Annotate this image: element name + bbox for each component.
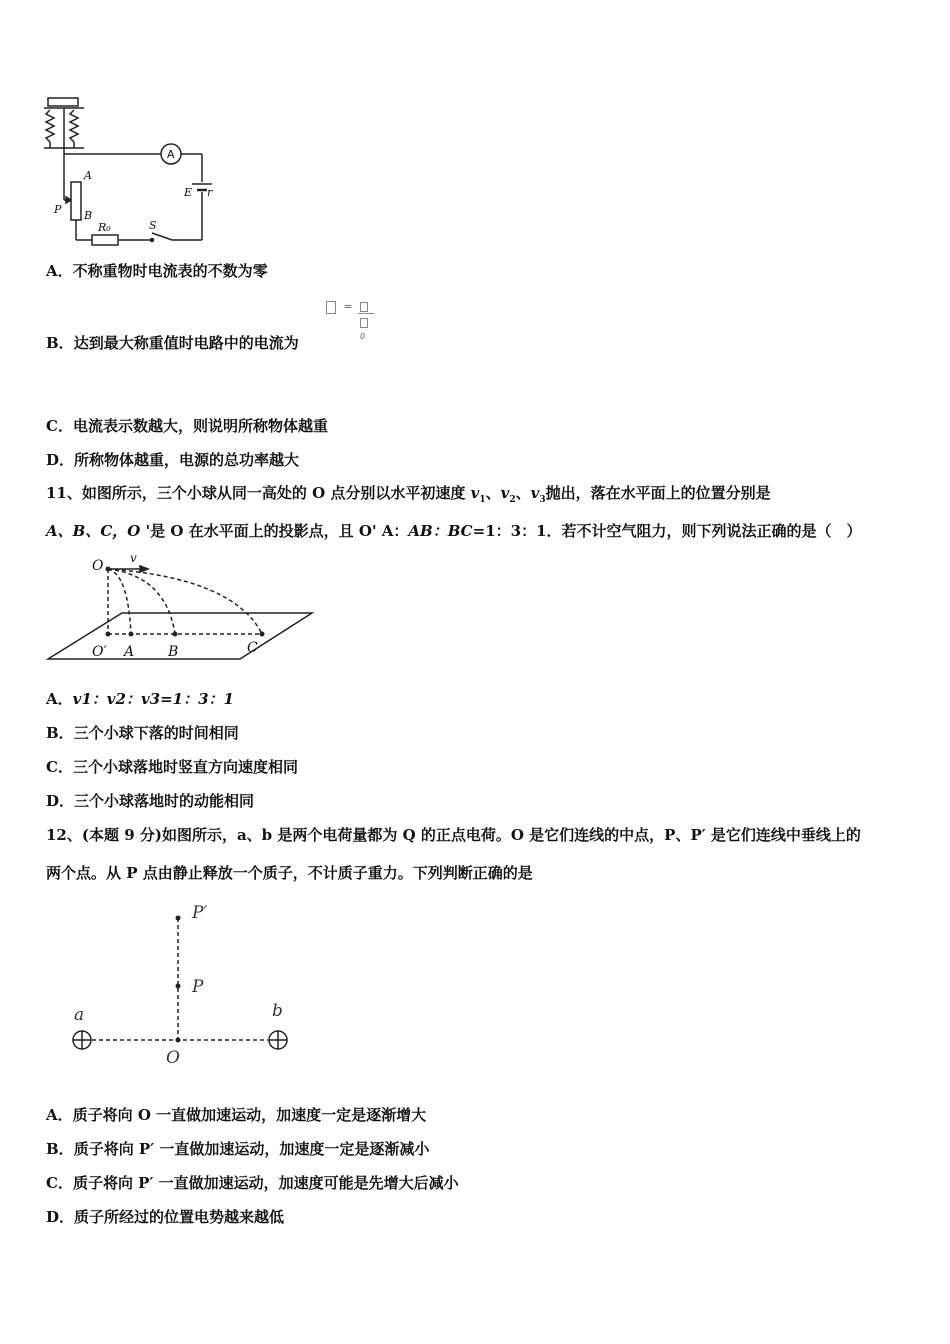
formula-placeholder-icon xyxy=(360,302,368,312)
separator: 、 xyxy=(515,484,531,502)
trajectory-c xyxy=(108,569,262,634)
v1-symbol: v xyxy=(470,484,480,502)
stem-text: 11、如图所示，三个小球从同一高处的 O 点分别以水平初速度 xyxy=(46,484,471,502)
q12-stem-line2: 两个点。从 P 点由静止释放一个质子，不计质子重力。下列判断正确的是 xyxy=(46,864,533,882)
label-B: B xyxy=(168,644,179,660)
q11-stem-line1 xyxy=(46,483,771,510)
formula-placeholder-icon xyxy=(360,318,368,328)
v3-subscript: 3 xyxy=(539,495,546,505)
charges-figure xyxy=(62,898,312,1068)
label-v: v xyxy=(130,552,137,565)
label-A: A xyxy=(84,169,92,182)
option-text: 不称重物时电流表的不数为零 xyxy=(72,262,268,280)
option-key: C． xyxy=(46,417,73,435)
v1-subscript: 1 xyxy=(479,495,486,505)
option-key: D． xyxy=(46,1208,75,1226)
label-a: a xyxy=(74,1005,85,1025)
q12-option-a xyxy=(46,1105,426,1125)
label-S: S xyxy=(149,219,157,232)
option-key: B． xyxy=(46,1140,74,1158)
stem-points: A、B、C，O ' xyxy=(46,522,151,540)
q11-option-d xyxy=(46,791,254,811)
stem-text: =1：3：1．若不计空气阻力，则下列说法正确的是（ ） xyxy=(472,522,862,540)
q11-option-c xyxy=(46,757,298,777)
v2-subscript: 2 xyxy=(509,495,516,505)
option-text: 质子所经过的位置电势越来越低 xyxy=(74,1208,285,1226)
trajectory-a xyxy=(108,569,131,634)
option-key: A． xyxy=(46,1106,73,1124)
formula-placeholder-icon xyxy=(326,301,336,314)
v2-symbol: v xyxy=(500,484,510,502)
q12-option-c xyxy=(46,1173,459,1193)
label-C: C xyxy=(247,640,258,656)
stem-text: 是 O 在水平面上的投影点，且 O' A： xyxy=(150,522,409,540)
label-P: P xyxy=(54,203,62,216)
horizontal-plane xyxy=(48,613,312,659)
point-o xyxy=(176,1038,181,1043)
formula-equals: = xyxy=(343,300,353,313)
label-B: B xyxy=(84,209,93,222)
spring-left xyxy=(46,110,54,142)
v3-symbol: v xyxy=(530,484,540,502)
option-text: 三个小球落地时的动能相同 xyxy=(74,792,255,810)
scale-pan xyxy=(48,98,78,106)
option-text: 三个小球下落的时间相同 xyxy=(73,724,239,742)
option-text: 所称物体越重，电源的总功率越大 xyxy=(74,451,300,469)
label-p: P xyxy=(192,977,204,997)
label-b: b xyxy=(272,1001,283,1021)
point-p xyxy=(176,984,181,989)
label-O-prime: O′ xyxy=(92,644,107,660)
q12-option-b xyxy=(46,1139,429,1159)
label-A: A xyxy=(124,644,135,660)
q10-option-b xyxy=(46,333,299,353)
point-c xyxy=(260,632,265,637)
point-o xyxy=(106,567,111,572)
point-b xyxy=(173,632,178,637)
label-p-prime: P′ xyxy=(192,903,208,923)
label-o: O xyxy=(166,1048,180,1068)
q11-stem-line2 xyxy=(46,521,862,541)
stem-text: 抛出，落在水平面上的位置分别是 xyxy=(545,484,771,502)
option-text: 质子将向 O 一直做加速运动，加速度一定是逐渐增大 xyxy=(72,1106,427,1124)
q12-option-d xyxy=(46,1207,284,1227)
option-key: D． xyxy=(46,792,75,810)
q10-option-d xyxy=(46,450,299,470)
trajectory-b xyxy=(108,569,175,634)
q10-option-a xyxy=(46,261,268,281)
point-o-prime xyxy=(106,632,111,637)
label-R0: R₀ xyxy=(98,221,111,234)
label-E: E xyxy=(184,186,193,199)
stem-ratio: AB：BC xyxy=(408,522,473,540)
option-key: B． xyxy=(46,334,74,352)
option-text: 质子将向 P′ 一直做加速运动，加速度可能是先增大后减小 xyxy=(72,1174,459,1192)
rheostat xyxy=(71,182,81,220)
circuit-figure xyxy=(40,96,230,246)
switch-blade xyxy=(152,233,172,240)
resistor-r0 xyxy=(92,235,118,245)
option-key: C． xyxy=(46,758,73,776)
q12-stem-line1: 12、(本题 9 分)如图所示，a、b 是两个电荷量都为 Q 的正点电荷。O 是它们连线的中点，P、P′ 是它们连线中垂线上的 xyxy=(46,826,861,844)
q11-option-a xyxy=(46,689,234,709)
label-r: r xyxy=(207,186,213,199)
option-text: 三个小球落地时竖直方向速度相同 xyxy=(72,758,298,776)
ammeter-label: A xyxy=(167,148,175,161)
option-text: v1：v2：v3=1：3：1 xyxy=(72,690,234,708)
projectile-figure xyxy=(44,552,319,662)
option-text: 质子将向 P′ 一直做加速运动，加速度一定是逐渐减小 xyxy=(73,1140,430,1158)
option-text: 电流表示数越大，则说明所称物体越重 xyxy=(72,417,328,435)
point-p-prime xyxy=(176,916,181,921)
q10-option-c xyxy=(46,416,328,436)
option-key: C． xyxy=(46,1174,73,1192)
q11-option-b xyxy=(46,723,239,743)
formula-fragment: = 0 xyxy=(326,300,353,314)
point-a xyxy=(129,632,134,637)
separator: 、 xyxy=(485,484,501,502)
option-key: D． xyxy=(46,451,75,469)
option-key: B． xyxy=(46,724,74,742)
option-text: 达到最大称重值时电路中的电流为 xyxy=(73,334,299,352)
label-O: O xyxy=(92,558,104,574)
spring-right xyxy=(70,110,78,142)
option-key: A． xyxy=(46,262,73,280)
option-key: A． xyxy=(46,690,73,708)
